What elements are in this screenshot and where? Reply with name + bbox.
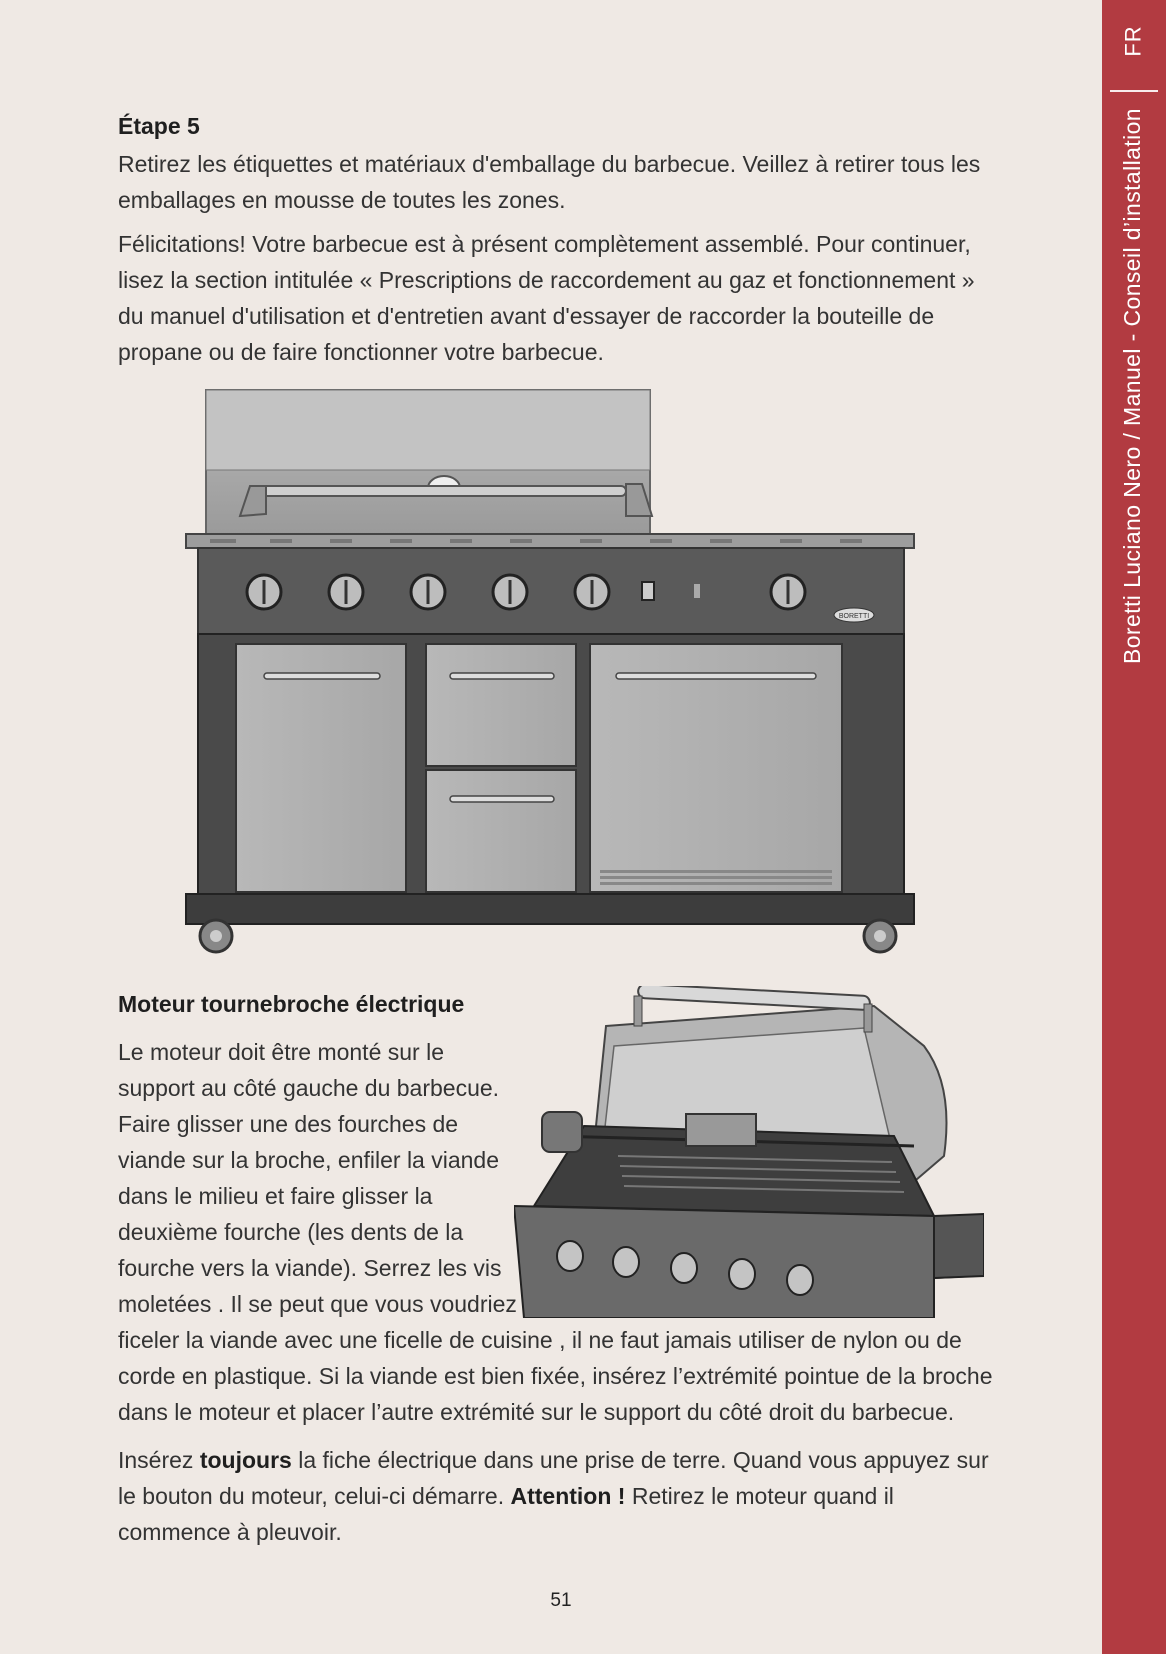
step-5-paragraph-1: Retirez les étiquettes et matériaux d'emballage du barbecue. Veillez à retirer tous les emballages en mousse de toutes les zones. [118, 151, 981, 213]
text-line: viande sur la broche, enfiler la viande [118, 1147, 500, 1173]
text-line: moletées . Il se peut que vous voudriez [118, 1291, 517, 1317]
rotisserie-paragraph-continued: ficeler la viande avec une ficelle de cuisine , il ne faut jamais utiliser de nylon ou de corde en plastique. Si la viande est bien fixée, insérez l’extrémité pointue de la broche dans le moteur et placer l’autre extrémité sur le support du côté droit du barbecue. [118, 1327, 993, 1425]
text-line: fourche vers la viande). Serrez les vis [118, 1255, 502, 1281]
rotisserie-heading: Moteur tournebroche électrique [118, 991, 465, 1017]
text-line: Le moteur doit être monté sur le [118, 1039, 444, 1065]
language-tag: FR [1120, 25, 1146, 57]
emphasis-always: toujours [199, 1447, 292, 1473]
rotisserie-wrapped-text [118, 1034, 528, 1322]
step-5-heading: Étape 5 [118, 113, 200, 139]
text-line: deuxième fourche (les dents de la [118, 1219, 464, 1245]
text-line: support au côté gauche du barbecue. [118, 1075, 500, 1101]
assembled-grill-illustration [180, 386, 916, 956]
text-line: dans le milieu et faire glisser la [118, 1183, 433, 1209]
page-number: 51 [550, 1590, 572, 1611]
brand-plate-text: BORETTI [838, 613, 870, 620]
step-5-paragraph-2: Félicitations! Votre barbecue est à présent complètement assemblé. Pour continuer, lisez la section intitulée « Prescriptions de raccordement au gaz et fonctionnement » du manuel d'utilisation et d'entretien avant d'essayer de raccorder la bouteille de propane ou de faire fonctionner votre barbecue. [118, 231, 975, 365]
emphasis-attention: Attention ! [510, 1483, 626, 1509]
rotisserie-paragraph-safety: Insérez toujours la fiche électrique dans une prise de terre. Quand vous appuyez sur le bouton du moteur, celui-ci démarre. Attention ! Retirez le moteur quand il commence à pleuvoir. [118, 1447, 989, 1545]
rotisserie-grill-illustration [514, 986, 984, 1318]
sidebar-band: FR Boretti Luciano Nero / Manuel - Conseil d’installation [1102, 0, 1166, 1654]
text-line: Faire glisser une des fourches de [118, 1111, 459, 1137]
sidebar-divider [1110, 90, 1158, 92]
